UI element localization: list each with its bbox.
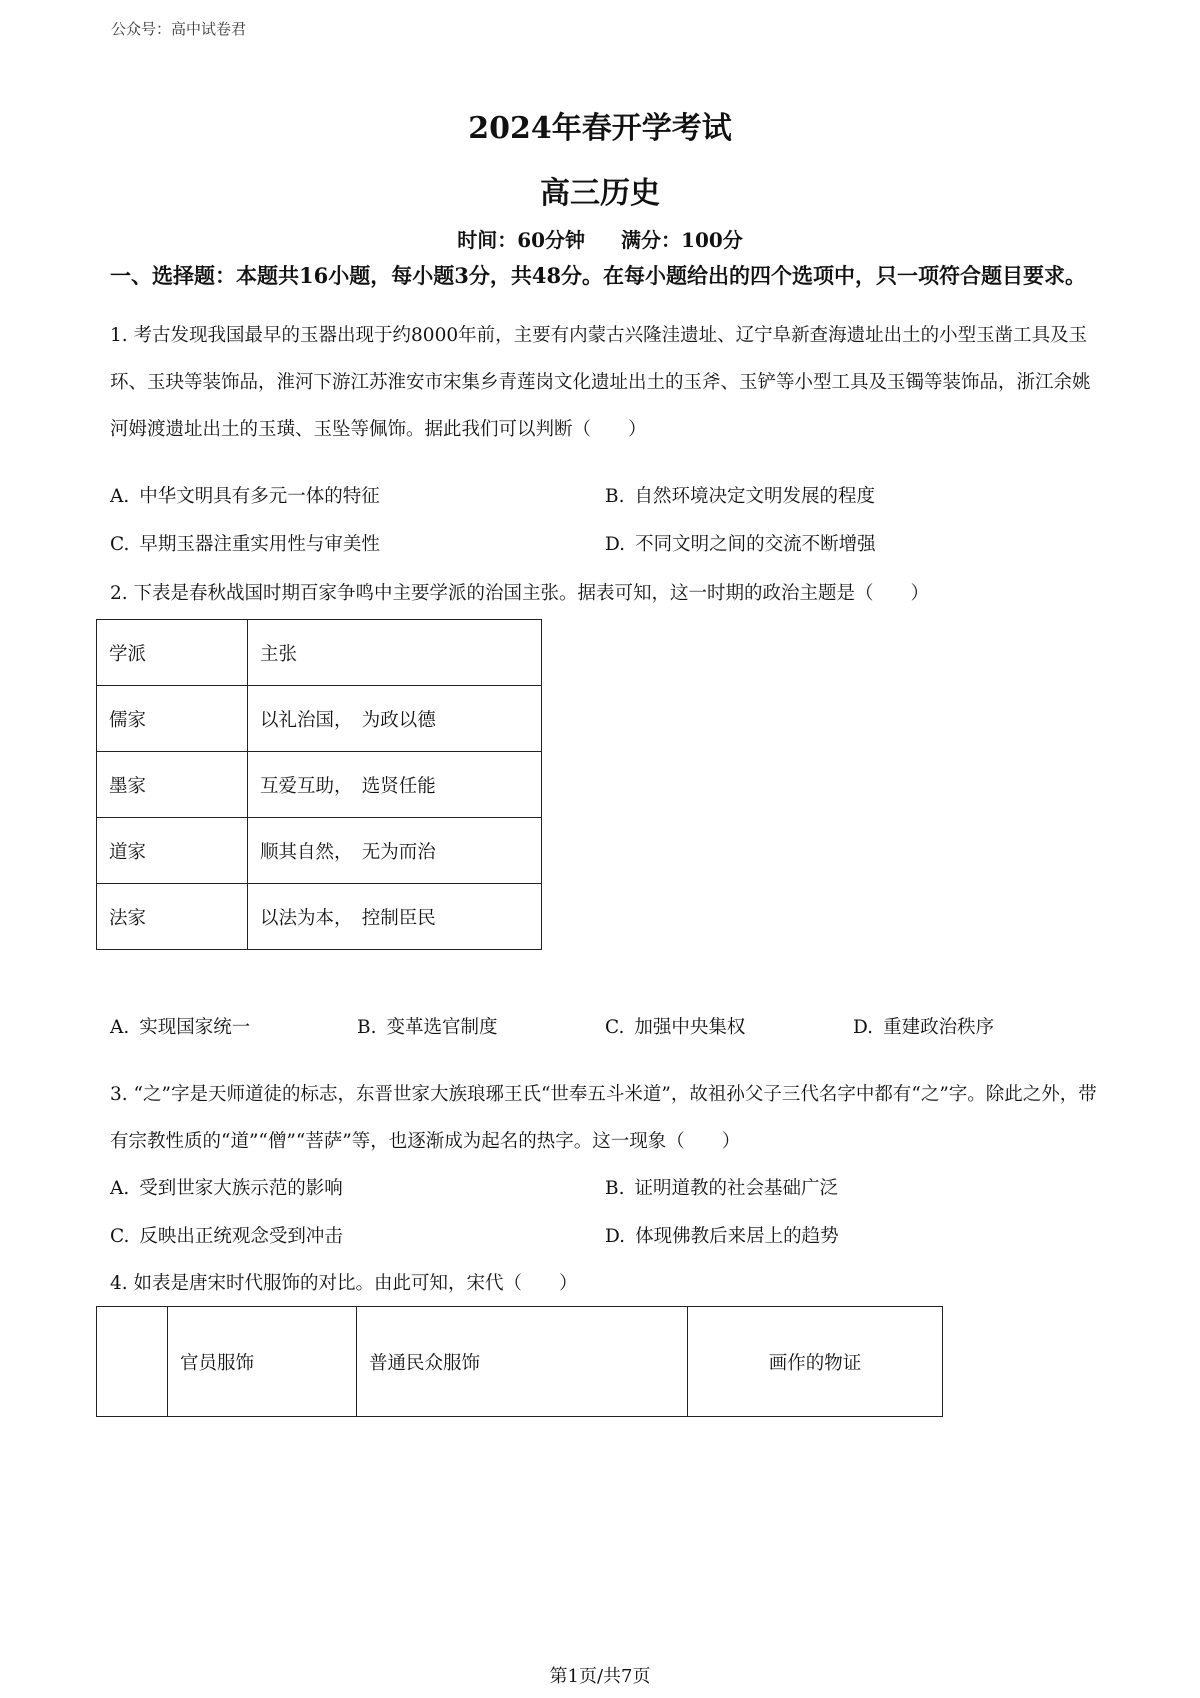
schools-table: [96, 619, 542, 950]
table-header-cell: [97, 1307, 168, 1417]
q1-option-c[interactable]: C. 早期玉器注重实用性与审美性: [110, 534, 380, 555]
q2-option-d[interactable]: D. 重建政治秩序: [853, 1017, 995, 1038]
q3-option-b[interactable]: B. 证明道教的社会基础广泛: [605, 1178, 838, 1199]
q3-option-a[interactable]: A. 受到世家大族示范的影响: [110, 1178, 343, 1199]
q2-option-b[interactable]: B. 变革选官制度: [357, 1017, 498, 1038]
q1-option-a[interactable]: A. 中华文明具有多元一体的特征: [110, 486, 380, 507]
exam-score: 满分：100分: [621, 228, 743, 252]
subject-title: 高三历史: [540, 176, 660, 211]
table-cell: 儒家: [97, 686, 248, 752]
q2-option-c[interactable]: C. 加强中央集权: [605, 1017, 746, 1038]
table-row: [97, 818, 542, 884]
question-3-stem: 3. “之”字是天师道徒的标志，东晋世家大族琅琊王氏“世奉五斗米道”，故祖孙父子三代名字中都有“之”字。除此之外，带有宗教性质的“道”“僧”“菩萨”等，也逐渐成为起名的热字。这一现象（ ）: [110, 1084, 1097, 1152]
q1-option-b[interactable]: B. 自然环境决定文明发展的程度: [605, 486, 875, 507]
exam-meta: [0, 224, 1200, 253]
question-2-stem: 2. 下表是春秋战国时期百家争鸣中主要学派的治国主张。据表可知，这一时期的政治主题是（ ）: [110, 583, 930, 604]
header-note: 公众号：高中试卷君: [111, 20, 247, 38]
table-header-cell: 主张: [248, 620, 542, 686]
table-header-cell: 普通民众服饰: [357, 1307, 688, 1417]
table-cell: 顺其自然， 无为而治: [248, 818, 542, 884]
q3-option-d[interactable]: D. 体现佛教后来居上的趋势: [605, 1226, 839, 1247]
table-cell: 道家: [97, 818, 248, 884]
table-cell: 法家: [97, 884, 248, 950]
table-cell: 以法为本， 控制臣民: [248, 884, 542, 950]
table-header-row: [97, 620, 542, 686]
table-cell: 以礼治国， 为政以德: [248, 686, 542, 752]
q1-option-d[interactable]: D. 不同文明之间的交流不断增强: [605, 534, 876, 555]
exam-time: 时间：60分钟: [457, 228, 586, 252]
table-header-cell: 官员服饰: [168, 1307, 357, 1417]
table-cell: 互爱互助， 选贤任能: [248, 752, 542, 818]
table-header-row: [97, 1307, 943, 1417]
table-row: [97, 752, 542, 818]
table-cell: 墨家: [97, 752, 248, 818]
table-header-cell: 学派: [97, 620, 248, 686]
table-header-cell: 画作的物证: [688, 1307, 943, 1417]
table-row: [97, 884, 542, 950]
question-4-stem: 4. 如表是唐宋时代服饰的对比。由此可知，宋代（ ）: [110, 1273, 578, 1294]
page-footer: 第1页/共7页: [549, 1666, 651, 1687]
table-row: [97, 686, 542, 752]
q2-option-a[interactable]: A. 实现国家统一: [110, 1017, 251, 1038]
clothing-table: [96, 1306, 943, 1417]
question-1-stem: 1. 考古发现我国最早的玉器出现于约8000年前，主要有内蒙古兴隆洼遗址、辽宁阜新查海遗址出土的小型玉凿工具及玉环、玉玦等装饰品，淮河下游江苏淮安市宋集乡青莲岗文化遗址出土的玉斧、玉铲等小型工具及玉镯等装饰品，浙江余姚河姆渡遗址出土的玉璜、玉坠等佩饰。据此我们可以判断（ ）: [110, 325, 1091, 440]
q3-option-c[interactable]: C. 反映出正统观念受到冲击: [110, 1226, 343, 1247]
section-heading: 一、选择题：本题共16小题，每小题3分，共48分。在每小题给出的四个选项中，只一项符合题目要求。: [110, 263, 1087, 288]
exam-title: 2024年春开学考试: [468, 111, 732, 146]
